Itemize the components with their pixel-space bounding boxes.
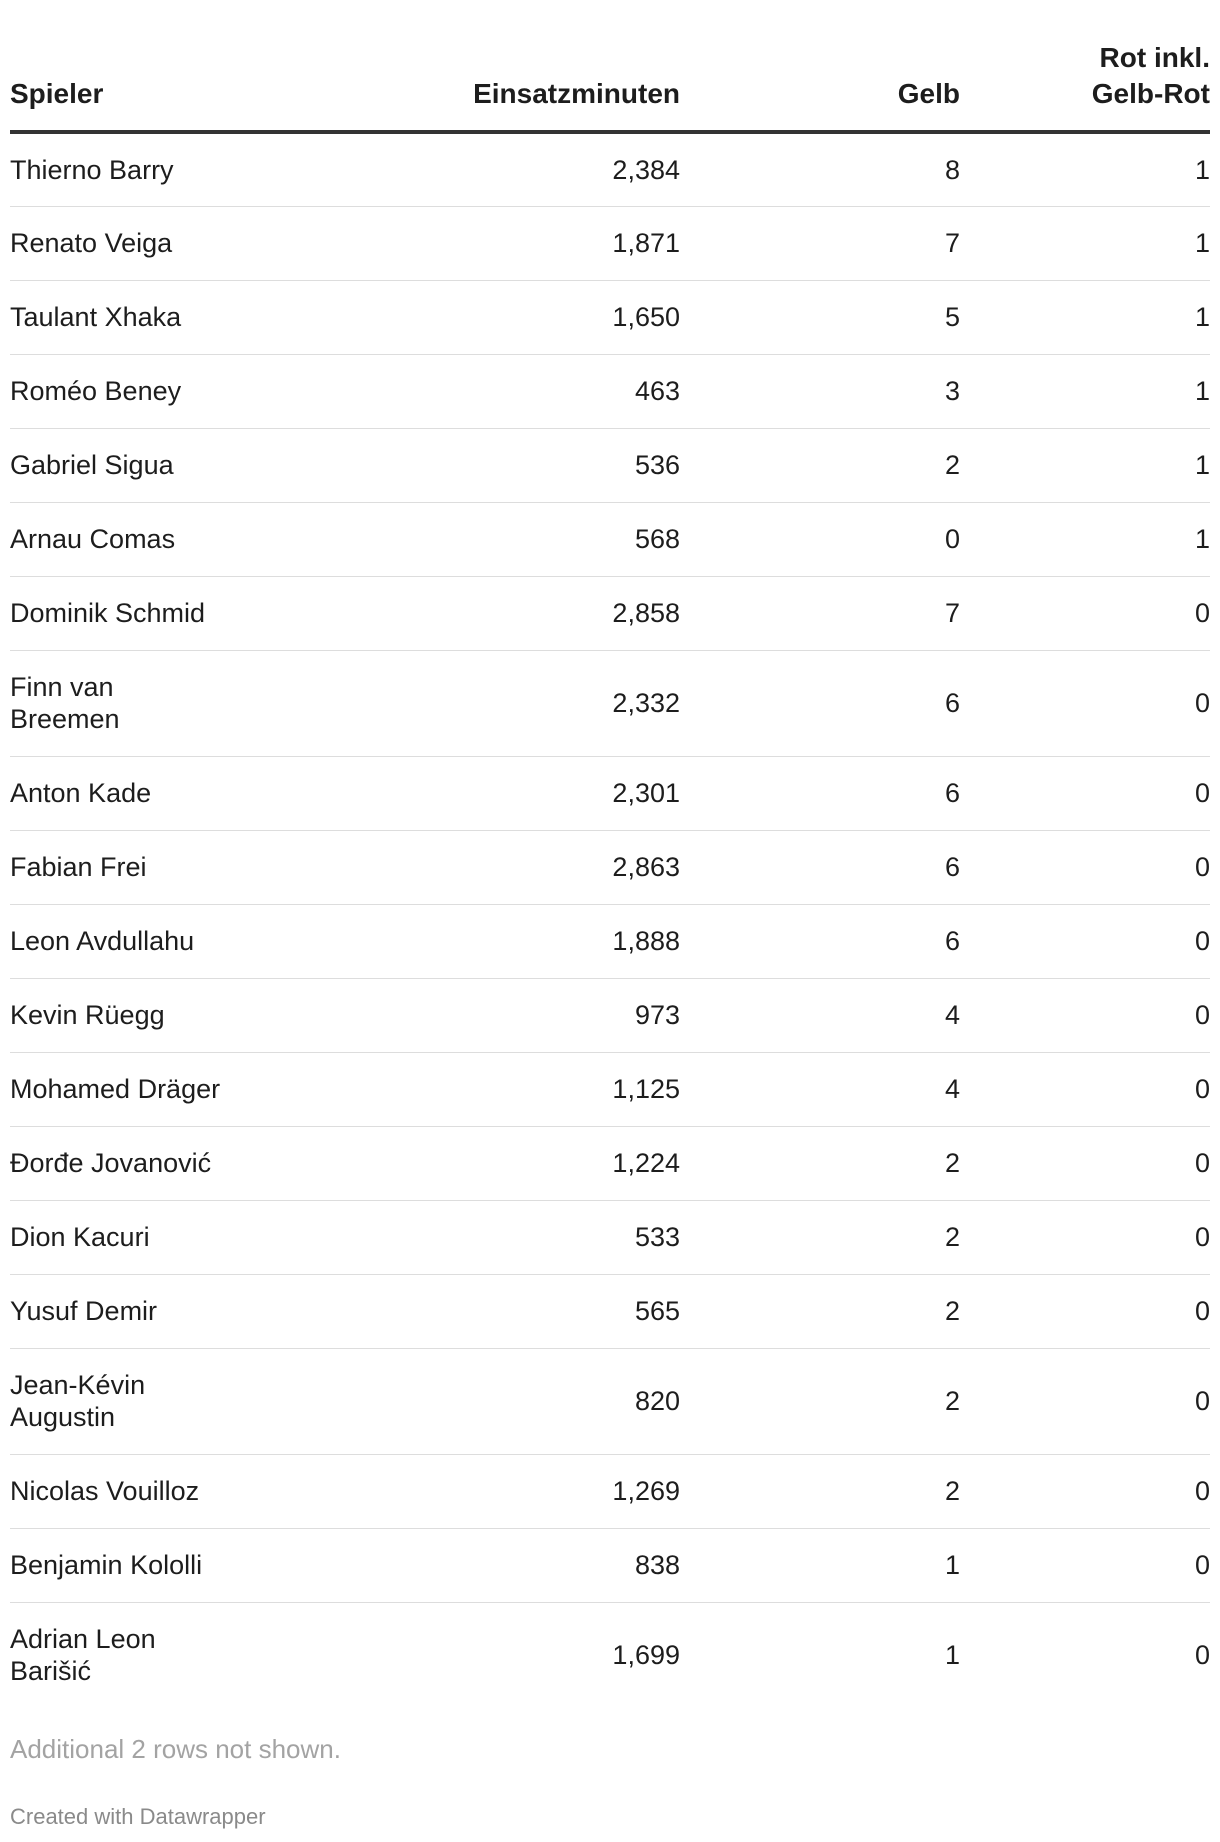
table-row bbox=[10, 978, 1210, 1052]
yellow-cards-cell: 2 bbox=[680, 1274, 960, 1348]
red-cards-cell: 0 bbox=[960, 1348, 1210, 1454]
table-row bbox=[10, 576, 1210, 650]
player-name-cell: Anton Kade bbox=[10, 756, 250, 830]
red-cards-cell: 1 bbox=[960, 132, 1210, 206]
red-cards-cell: 0 bbox=[960, 830, 1210, 904]
player-stats-table bbox=[10, 40, 1210, 1708]
table-row bbox=[10, 1454, 1210, 1528]
red-cards-cell: 0 bbox=[960, 756, 1210, 830]
yellow-cards-cell: 2 bbox=[680, 1348, 960, 1454]
yellow-cards-cell: 6 bbox=[680, 830, 960, 904]
yellow-cards-cell: 5 bbox=[680, 280, 960, 354]
red-cards-cell: 0 bbox=[960, 576, 1210, 650]
player-name-cell: Roméo Beney bbox=[10, 354, 250, 428]
player-name-cell: Gabriel Sigua bbox=[10, 428, 250, 502]
red-cards-cell: 0 bbox=[960, 1126, 1210, 1200]
datawrapper-credit: Created with Datawrapper bbox=[10, 1804, 266, 1829]
yellow-cards-cell: 4 bbox=[680, 1052, 960, 1126]
table-row bbox=[10, 132, 1210, 206]
yellow-cards-cell: 6 bbox=[680, 756, 960, 830]
table-row bbox=[10, 904, 1210, 978]
red-cards-cell: 0 bbox=[960, 1454, 1210, 1528]
red-cards-cell: 0 bbox=[960, 1200, 1210, 1274]
player-name-cell: Dominik Schmid bbox=[10, 576, 250, 650]
yellow-cards-cell: 3 bbox=[680, 354, 960, 428]
red-cards-cell: 0 bbox=[960, 1528, 1210, 1602]
player-name-cell: Taulant Xhaka bbox=[10, 280, 250, 354]
yellow-cards-cell: 2 bbox=[680, 1200, 960, 1274]
table-row bbox=[10, 280, 1210, 354]
minutes-cell: 1,125 bbox=[250, 1052, 680, 1126]
table-row bbox=[10, 1126, 1210, 1200]
yellow-cards-cell: 6 bbox=[680, 904, 960, 978]
minutes-cell: 2,332 bbox=[250, 650, 680, 756]
player-name-cell: Kevin Rüegg bbox=[10, 978, 250, 1052]
minutes-cell: 533 bbox=[250, 1200, 680, 1274]
table-row bbox=[10, 1602, 1210, 1708]
red-cards-cell: 0 bbox=[960, 978, 1210, 1052]
yellow-cards-cell: 4 bbox=[680, 978, 960, 1052]
player-name-cell: Leon Avdullahu bbox=[10, 904, 250, 978]
player-name-cell: Finn van Breemen bbox=[10, 650, 250, 756]
yellow-cards-cell: 1 bbox=[944, 1640, 960, 1671]
header-yellow[interactable]: Gelb bbox=[680, 40, 960, 132]
player-name-cell: Arnau Comas bbox=[10, 502, 250, 576]
table-header bbox=[10, 40, 1210, 132]
minutes-cell: 2,858 bbox=[250, 576, 680, 650]
yellow-cards-cell: 2 bbox=[680, 1454, 960, 1528]
table-row bbox=[10, 206, 1210, 280]
yellow-cards-cell: 1 bbox=[680, 1528, 960, 1602]
minutes-cell: 1,888 bbox=[250, 904, 680, 978]
minutes-cell: 820 bbox=[250, 1348, 680, 1454]
player-name-cell: Fabian Frei bbox=[10, 830, 250, 904]
rows-not-shown-note: Additional 2 rows not shown. bbox=[10, 1734, 341, 1764]
yellow-cards-cell: 7 bbox=[680, 206, 960, 280]
minutes-cell: 2,863 bbox=[250, 830, 680, 904]
player-name-cell: Benjamin Kololli bbox=[10, 1528, 250, 1602]
table-row bbox=[10, 756, 1210, 830]
minutes-cell: 463 bbox=[250, 354, 680, 428]
red-cards-cell: 0 bbox=[960, 650, 1210, 756]
player-name-cell: Dion Kacuri bbox=[10, 1200, 250, 1274]
table-row bbox=[10, 1528, 1210, 1602]
red-cards-cell: 1 bbox=[960, 502, 1210, 576]
yellow-cards-cell: 8 bbox=[680, 132, 960, 206]
player-name-cell: Adrian Leon Barišić bbox=[10, 1624, 156, 1687]
player-name-cell: Nicolas Vouilloz bbox=[10, 1454, 250, 1528]
red-cards-cell: 0 bbox=[1194, 1640, 1210, 1671]
table-row bbox=[10, 1274, 1210, 1348]
table-row bbox=[10, 502, 1210, 576]
minutes-cell: 838 bbox=[250, 1528, 680, 1602]
header-red-line2: Gelb-Rot bbox=[1091, 78, 1210, 109]
header-minutes[interactable]: Einsatzminuten bbox=[250, 40, 680, 132]
player-name-cell: Thierno Barry bbox=[10, 132, 250, 206]
table-row bbox=[10, 830, 1210, 904]
player-name-cell: Yusuf Demir bbox=[10, 1274, 250, 1348]
red-cards-cell: 0 bbox=[960, 1052, 1210, 1126]
header-row bbox=[10, 40, 1210, 132]
minutes-cell: 973 bbox=[250, 978, 680, 1052]
player-name-cell: Mohamed Dräger bbox=[10, 1052, 250, 1126]
table-row bbox=[10, 1348, 1210, 1454]
red-cards-cell: 1 bbox=[960, 428, 1210, 502]
minutes-cell: 568 bbox=[250, 502, 680, 576]
red-cards-cell: 1 bbox=[960, 280, 1210, 354]
table-row bbox=[10, 354, 1210, 428]
minutes-cell: 565 bbox=[250, 1274, 680, 1348]
player-name-cell: Jean-Kévin Augustin bbox=[10, 1348, 250, 1454]
red-cards-cell: 1 bbox=[960, 206, 1210, 280]
yellow-cards-cell: 0 bbox=[680, 502, 960, 576]
table-row bbox=[10, 1052, 1210, 1126]
minutes-cell: 1,269 bbox=[250, 1454, 680, 1528]
minutes-cell: 1,224 bbox=[250, 1126, 680, 1200]
minutes-cell: 2,301 bbox=[250, 756, 680, 830]
minutes-cell: 1,699 bbox=[612, 1640, 680, 1671]
table-row bbox=[10, 1200, 1210, 1274]
table-row bbox=[10, 428, 1210, 502]
red-cards-cell: 0 bbox=[960, 904, 1210, 978]
table-body bbox=[10, 132, 1210, 1708]
player-name-cell: Đorđe Jovanović bbox=[10, 1126, 250, 1200]
yellow-cards-cell: 2 bbox=[680, 428, 960, 502]
minutes-cell: 1,650 bbox=[250, 280, 680, 354]
yellow-cards-cell: 6 bbox=[680, 650, 960, 756]
minutes-cell: 2,384 bbox=[250, 132, 680, 206]
minutes-cell: 536 bbox=[250, 428, 680, 502]
red-cards-cell: 0 bbox=[960, 1274, 1210, 1348]
yellow-cards-cell: 2 bbox=[680, 1126, 960, 1200]
player-name-cell: Renato Veiga bbox=[10, 206, 250, 280]
red-cards-cell: 1 bbox=[960, 354, 1210, 428]
header-red[interactable] bbox=[960, 40, 1210, 132]
header-red-line1: Rot inkl. bbox=[1099, 42, 1210, 73]
yellow-cards-cell: 7 bbox=[680, 576, 960, 650]
header-player[interactable]: Spieler bbox=[10, 40, 250, 132]
table-row bbox=[10, 650, 1210, 756]
minutes-cell: 1,871 bbox=[250, 206, 680, 280]
